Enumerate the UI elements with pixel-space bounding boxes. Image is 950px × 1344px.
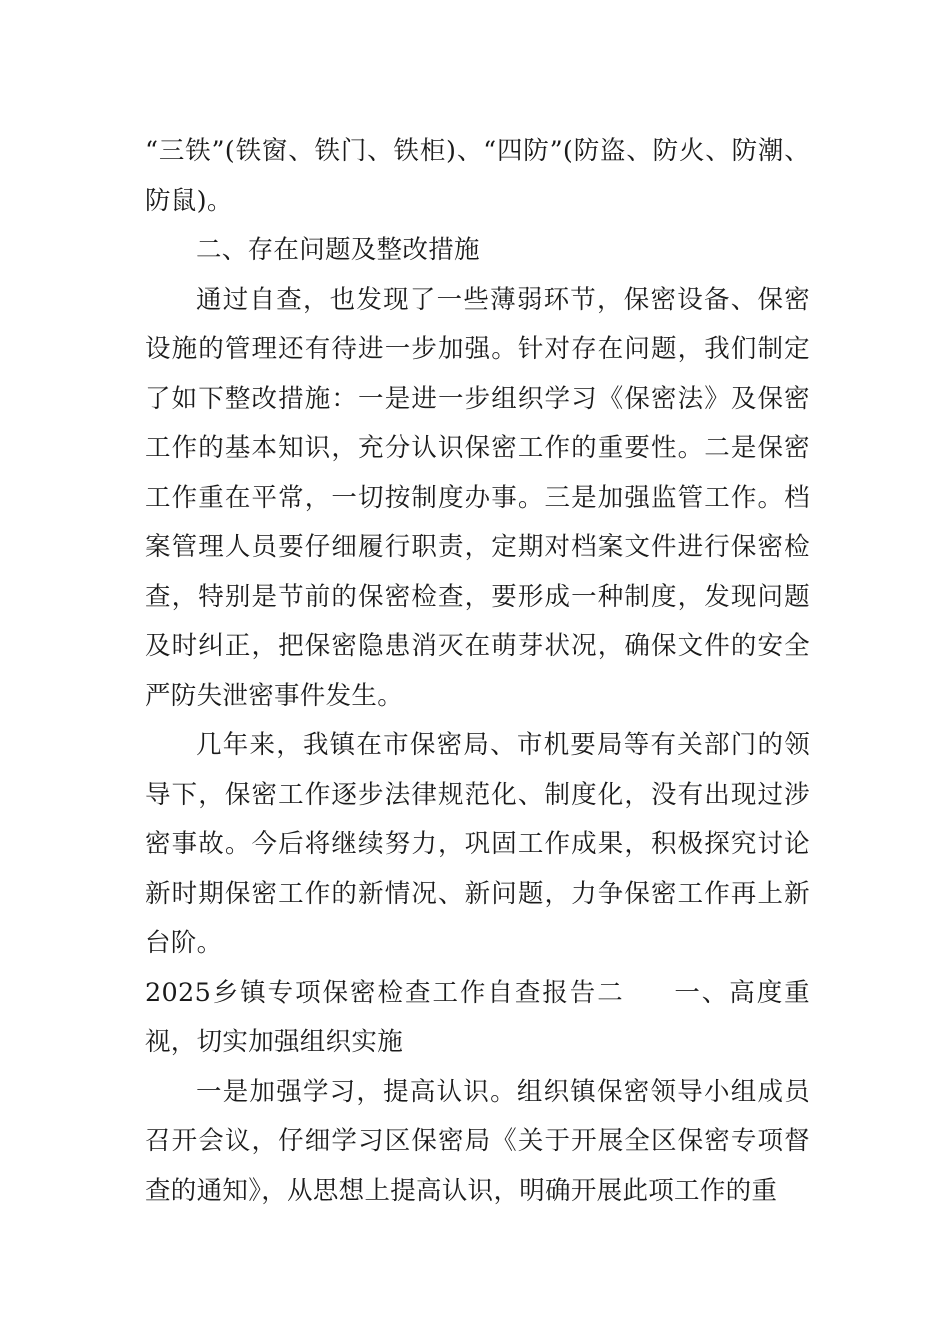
document-body [145, 127, 810, 1216]
paragraph-three-iron-four-prevention: “三铁”(铁窗、铁门、铁柜)、“四防”(防盗、防火、防潮、防鼠)。 [145, 136, 810, 216]
paragraph-study: 一是加强学习，提高认识。组织镇保密领导小组成员召开会议，仔细学习区保密局《关于开展全区保密专项督查的通知》，从思想上提高认识，明确开展此项工作的重 [145, 1076, 810, 1206]
section-heading-problems: 二、存在问题及整改措施 [196, 235, 480, 265]
paragraph-rectification-measures: 通过自查，也发现了一些薄弱环节，保密设备、保密设施的管理还有待进一步加强。针对存在问题，我们制定了如下整改措施：一是进一步组织学习《保密法》及保密工作的基本知识，充分认识保密工作的重要性。二是保密工作重在平常，一切按制度办事。三是加强监管工作。档案管理人员要仔细履行职责，定期对档案文件进行保密检查，特别是节前的保密检查，要形成一种制度，发现问题及时纠正，把保密隐患消灭在萌芽状况，确保文件的安全严防失泄密事件发生。 [145, 284, 810, 711]
paragraph-summary: 几年来，我镇在市保密局、市机要局等有关部门的领导下，保密工作逐步法律规范化、制度化，没有出现过涉密事故。今后将继续努力，巩固工作成果，积极探究讨论新时期保密工作的新情况、新问题，力争保密工作再上新台阶。 [145, 730, 810, 958]
section-heading-attention: 一、高度重视，切实加强组织实施 [145, 977, 810, 1057]
report-two-heading-line [145, 969, 810, 1068]
report-two-title: 2025乡镇专项保密检查工作自查报告二 [145, 977, 625, 1008]
